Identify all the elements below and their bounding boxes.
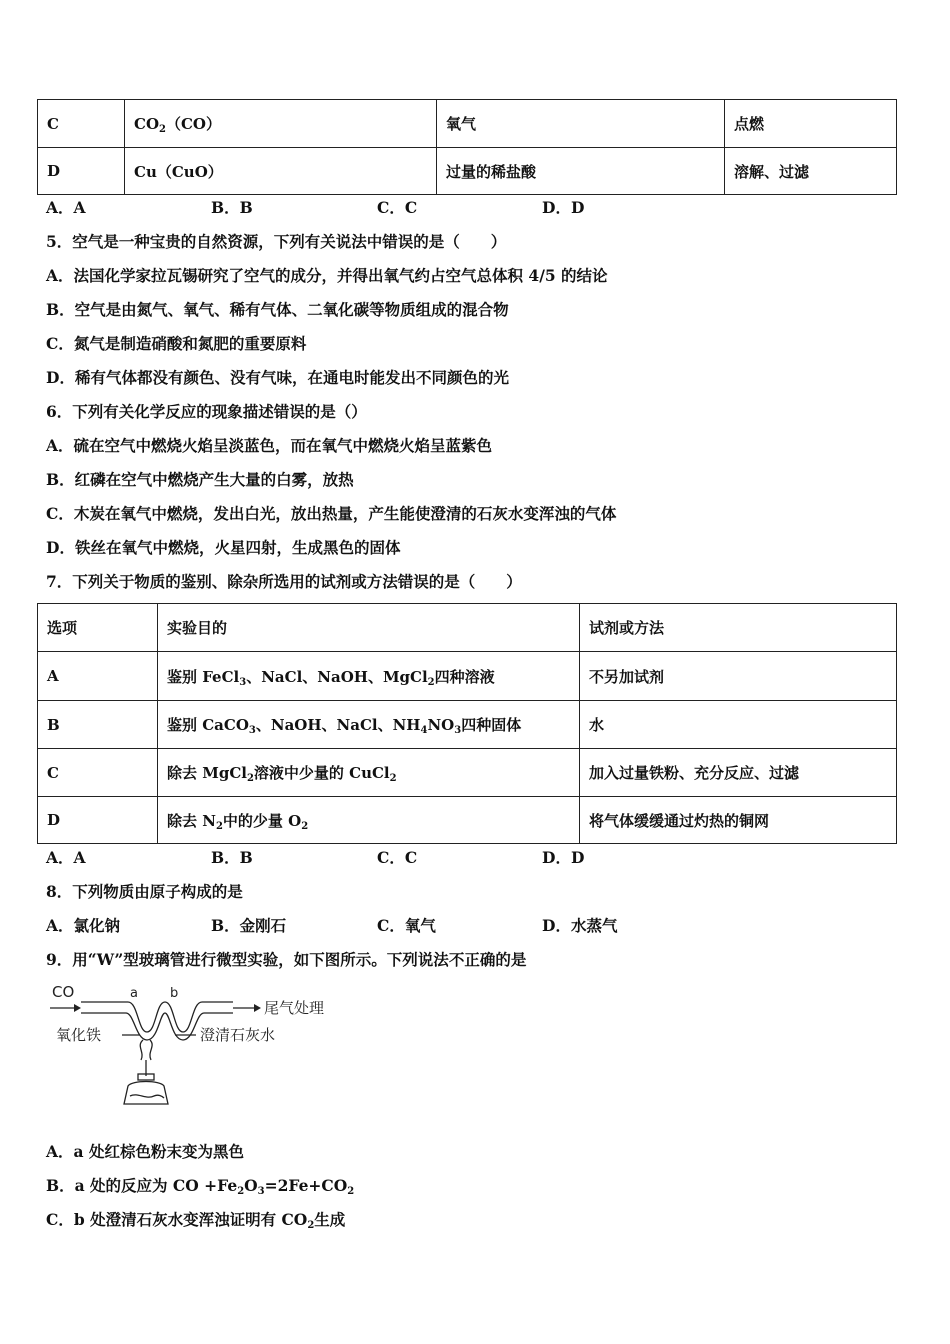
table-header-row	[38, 604, 897, 652]
reagent-cell: 氧气	[437, 100, 725, 148]
goal-cell: 鉴别 CaCO$_3$、NaOH、NaCl、$NH_4NO_3$四种固体	[158, 701, 580, 749]
q6-stem: 6．下列有关化学反应的现象描述错误的是（）	[46, 402, 367, 421]
q9-option-b: B．a 处的反应为 CO $+Fe_2O_3=2Fe+CO_2$	[46, 1176, 355, 1197]
choice-d: D．D	[542, 848, 585, 867]
q4-table-continued	[37, 99, 897, 195]
goal-cell: 鉴别 FeCl$_3$、NaCl、NaOH、MgCl$_2$四种溶液	[158, 652, 580, 701]
iron-oxide-label: 氧化铁	[56, 1026, 102, 1044]
q6-option-d: D．铁丝在氧气中燃烧，火星四射，生成黑色的固体	[46, 538, 401, 557]
q5-option-d: D．稀有气体都没有颜色、没有气味，在通电时能发出不同颜色的光	[46, 368, 509, 387]
option-cell: B	[38, 701, 158, 749]
choice-c: C．C	[377, 848, 418, 867]
reagent-cell: 过量的稀盐酸	[437, 148, 725, 195]
header-method: 试剂或方法	[580, 604, 897, 652]
q6-option-c: C．木炭在氧气中燃烧，发出白光，放出热量，产生能使澄清的石灰水变浑浊的气体	[46, 504, 617, 523]
q7-stem: 7．下列关于物质的鉴别、除杂所选用的试剂或方法错误的是（ ）	[46, 572, 522, 591]
q5-option-c: C．氮气是制造硝酸和氮肥的重要原料	[46, 334, 307, 353]
goal-cell: 除去 $N_2$中的少量 $O_2$	[158, 797, 580, 844]
alcohol-lamp-icon	[124, 1082, 168, 1105]
table-row	[38, 749, 897, 797]
table-row	[38, 100, 897, 148]
choice-d: D．D	[542, 198, 585, 217]
q4-answer-choices	[46, 198, 746, 218]
q6-option-b: B．红磷在空气中燃烧产生大量的白雾，放热	[46, 470, 354, 489]
choice-a: A．A	[46, 198, 86, 217]
q9-option-c: C．b 处澄清石灰水变浑浊证明有 $CO_2$生成	[46, 1210, 346, 1231]
option-cell: A	[38, 652, 158, 701]
choice-b: B．B	[211, 198, 253, 217]
point-a-label: a	[130, 986, 138, 1001]
point-b-label: b	[170, 986, 179, 1001]
q5-option-a: A．法国化学家拉瓦锡研究了空气的成分，并得出氧气约占空气总体积 4/5 的结论	[46, 266, 608, 285]
option-cell: D	[38, 797, 158, 844]
choice-a: A．A	[46, 848, 86, 867]
table-row	[38, 652, 897, 701]
method-cell: 不另加试剂	[580, 652, 897, 701]
arrow-head-icon	[254, 1004, 261, 1012]
method-cell: 点燃	[725, 100, 897, 148]
sample-cell: $CO_2(CO)$	[125, 100, 437, 148]
q7-answer-choices	[46, 848, 746, 868]
method-cell: 将气体缓缓通过灼热的铜网	[580, 797, 897, 844]
q5-option-b: B．空气是由氮气、氧气、稀有气体、二氧化碳等物质组成的混合物	[46, 300, 509, 319]
header-option: 选项	[38, 604, 158, 652]
table-row	[38, 148, 897, 195]
choice-c: C．C	[377, 198, 418, 217]
option-cell: C	[38, 749, 158, 797]
figure-label-co: CO	[52, 983, 75, 1001]
exhaust-label: 尾气处理	[264, 999, 325, 1017]
header-goal: 实验目的	[158, 604, 580, 652]
q8-answer-choices	[46, 916, 746, 936]
method-cell: 加入过量铁粉、充分反应、过滤	[580, 749, 897, 797]
q5-stem: 5．空气是一种宝贵的自然资源，下列有关说法中错误的是（ ）	[46, 232, 507, 251]
q8-stem: 8．下列物质由原子构成的是	[46, 882, 243, 901]
choice-c: C．氧气	[377, 916, 436, 935]
q7-table	[37, 603, 897, 844]
q9-option-a: A．a 处红棕色粉末变为黑色	[46, 1142, 244, 1161]
table-row	[38, 701, 897, 749]
flame-icon	[140, 1040, 152, 1060]
option-cell: C	[38, 100, 125, 148]
arrow-head-icon	[74, 1004, 81, 1012]
option-cell: D	[38, 148, 125, 195]
goal-cell: 除去 MgCl$_2$溶液中少量的 CuCl$_2$	[158, 749, 580, 797]
w-tube-apparatus-figure	[50, 980, 350, 1110]
choice-a: A．氯化钠	[46, 916, 121, 935]
method-cell: 溶解、过滤	[725, 148, 897, 195]
lamp-liquid	[130, 1095, 164, 1098]
choice-b: B．B	[211, 848, 253, 867]
method-cell: 水	[580, 701, 897, 749]
q9-stem: 9．用“W”型玻璃管进行微型实验，如下图所示。下列说法不正确的是	[46, 950, 527, 969]
limewater-label: 澄清石灰水	[200, 1026, 276, 1044]
choice-d: D．水蒸气	[542, 916, 618, 935]
table-row	[38, 797, 897, 844]
choice-b: B．金刚石	[211, 916, 287, 935]
q6-option-a: A．硫在空气中燃烧火焰呈淡蓝色，而在氧气中燃烧火焰呈蓝紫色	[46, 436, 493, 455]
sample-cell: Cu（CuO）	[125, 148, 437, 195]
